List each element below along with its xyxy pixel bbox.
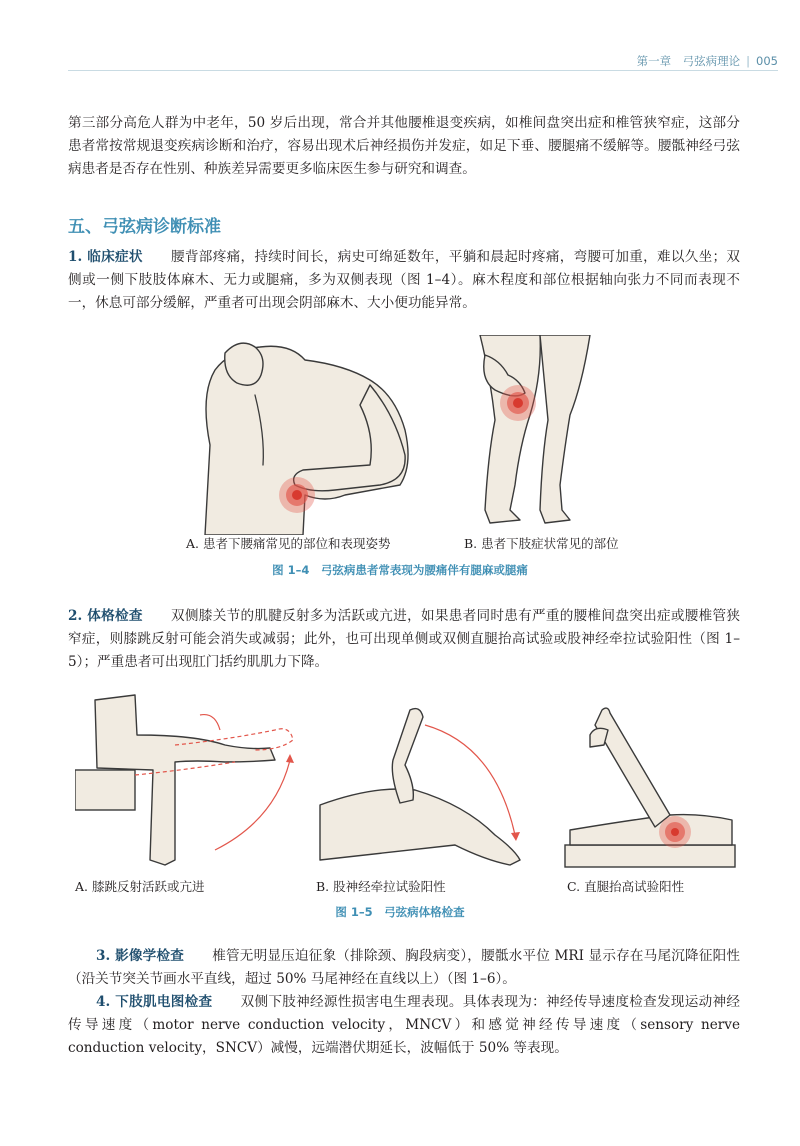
item2-text: 双侧膝关节的肌腱反射多为活跃或亢进，如果患者同时患有严重的腰椎间盘突出症或腰椎管狭窄症，则膝跳反射可能会消失或减弱；此外，也可出现单侧或双侧直腿抬高试验或股神经牵拉试验阳性（图 1–5）；严重患者可出现肛门括约肌肌力下降。 — [68, 608, 740, 670]
page-header — [620, 52, 778, 70]
figure5-c-illustration — [560, 705, 740, 870]
section-title: 五、弓弦病诊断标准 — [68, 217, 221, 237]
figure4-b-illustration — [470, 335, 600, 535]
figure4-caption: 图 1–4 弓弦病患者常表现为腰痛伴有腿麻或腿痛 — [272, 563, 528, 577]
item2-paragraph — [68, 605, 740, 674]
item1-text: 腰背部疼痛，持续时间长，病史可绵延数年，平躺和晨起时疼痛，弯腰可加重，难以久坐；双侧或一侧下肢肢体麻木、无力或腿痛，多为双侧表现（图 1–4）。麻木程度和部位根据轴向张力不同而表现不一，休息可部分缓解，严重者可出现会阴部麻木、大小便功能异常。 — [68, 249, 740, 311]
item4-lead: 4. 下肢肌电图检查 — [96, 994, 213, 1010]
figure5-label-b: B. 股神经牵拉试验阳性 — [316, 879, 446, 894]
figure4-a-illustration — [185, 335, 435, 535]
item3-lead: 3. 影像学检查 — [96, 948, 185, 964]
item3-paragraph — [68, 945, 740, 991]
figure4-label-b: B. 患者下肢症状常见的部位 — [464, 536, 619, 551]
figure5-label-a: A. 膝跳反射活跃或亢进 — [75, 879, 205, 894]
item2-lead: 2. 体格检查 — [68, 608, 143, 624]
header-separator: | — [746, 54, 751, 68]
item4-paragraph — [68, 991, 740, 1060]
figure4-label-a: A. 患者下腰痛常见的部位和表现姿势 — [186, 536, 391, 551]
item1-lead: 1. 临床症状 — [68, 249, 143, 265]
header-rule — [68, 70, 778, 71]
figure5-caption: 图 1–5 弓弦病体格检查 — [335, 905, 465, 919]
chapter-title: 第一章 弓弦病理论 — [636, 54, 741, 68]
page-number: 005 — [756, 54, 778, 68]
figure5-a-illustration — [75, 690, 305, 870]
figure5-label-c: C. 直腿抬高试验阳性 — [567, 879, 685, 894]
item3-text: 椎管无明显压迫征象（排除颈、胸段病变），腰骶水平位 MRI 显示存在马尾沉降征阳性（沿关节突关节画水平直线，超过 50% 马尾神经在直线以上）（图 1–6）。 — [68, 948, 740, 987]
figure5-b-illustration — [315, 705, 530, 870]
item4-text: 双侧下肢神经源性损害电生理表现。具体表现为：神经传导速度检查发现运动神经传导速度（motor nerve conduction velocity，MNCV）和感觉神经传导速度（sensory nerve conduction velocity，SNCV）减慢，远端潜伏期延长，波幅低于 50% 等表现。 — [68, 994, 740, 1056]
intro-paragraph: 第三部分高危人群为中老年，50 岁后出现，常合并其他腰椎退变疾病，如椎间盘突出症和椎管狭窄症，这部分患者常按常规退变疾病诊断和治疗，容易出现术后神经损伤并发症，如足下垂、腰腿痛不缓解等。腰骶神经弓弦病患者是否存在性别、种族差异需要更多临床医生参与研究和调查。 — [68, 115, 740, 177]
item1-paragraph — [68, 246, 740, 315]
